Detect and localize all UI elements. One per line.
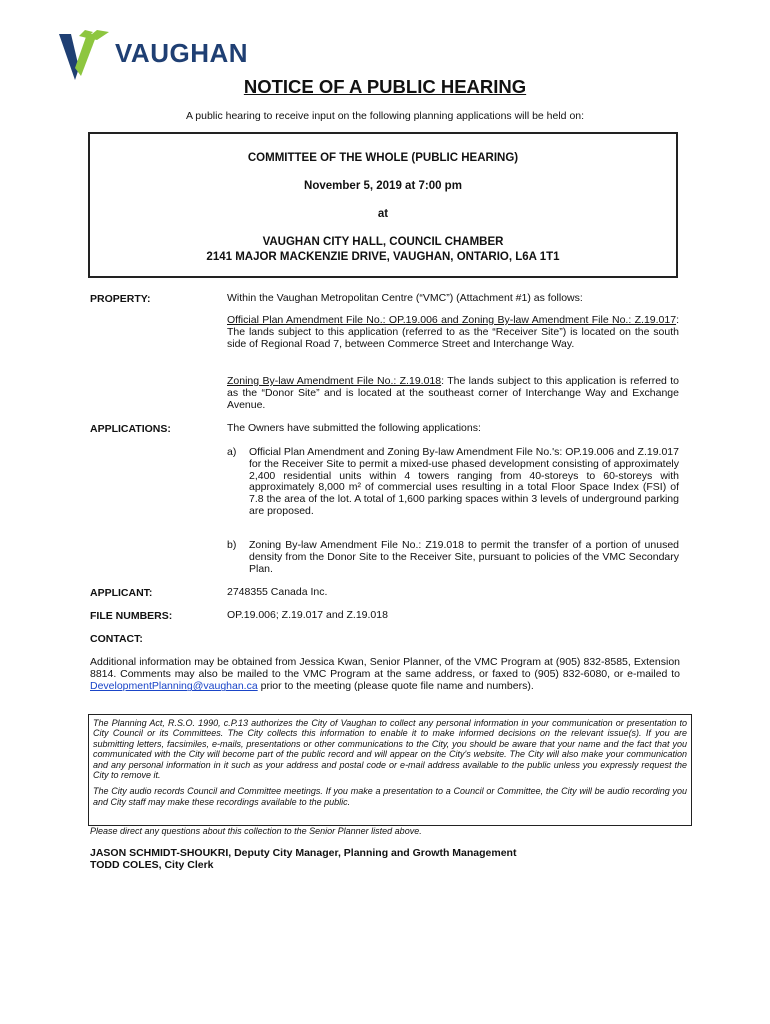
contact-email-link[interactable]: DevelopmentPlanning@vaughan.ca	[90, 680, 258, 693]
list-marker: b)	[227, 539, 237, 551]
donor-file-ref: Zoning By-law Amendment File No.: Z.19.018	[227, 375, 442, 387]
hearing-address: 2141 MAJOR MACKENZIE DRIVE, VAUGHAN, ONTARIO, L6A 1T1	[206, 251, 560, 263]
signoff	[90, 847, 516, 871]
privacy-paragraph-1: The Planning Act, R.S.O. 1990, c.P.13 authorizes the City of Vaughan to collect any personal information in your communication or presentation to City Council or its Committees. The City collects this information to enable it to make informed decisions on the relevant issue(s). If you are submitting letters, facsimiles, e-mails, presentations or other communications to the City, you should be aware that your name and the fact that you communicated with the City will become part of the public record and will appear on the City's website. The City will also make your communication and any personal information in it such as your address and postal code or e-mail address available to the public unless you expressly request the City to remove it.	[93, 718, 687, 781]
vaughan-leaf-logo-icon	[57, 28, 117, 80]
applicant-label: APPLICANT:	[90, 587, 153, 599]
contact-label: CONTACT:	[90, 633, 143, 645]
contact-text	[90, 656, 680, 693]
privacy-notice-box	[88, 714, 692, 826]
file-numbers-label: FILE NUMBERS:	[90, 610, 173, 622]
file-numbers-value: OP.19.006; Z.19.017 and Z.19.018	[227, 609, 388, 621]
hearing-venue: VAUGHAN CITY HALL, COUNCIL CHAMBER	[262, 236, 504, 248]
logo-wordmark: VAUGHAN	[115, 38, 249, 68]
list-marker: a)	[227, 446, 237, 458]
contact-text-after: prior to the meeting (please quote file name and numbers).	[257, 680, 534, 693]
applications-label: APPLICATIONS:	[90, 423, 171, 435]
signoff-line-1: JASON SCHMIDT-SHOUKRI, Deputy City Manager, Planning and Growth Management	[90, 847, 517, 859]
application-text: Official Plan Amendment and Zoning By-law Amendment File No.'s: OP.19.006 and Z.19.017 for the Receiver Site to permit a mixed-use phased development consisting of approximately 2,400 residential units within 4 towers ranging from 40-storeys to 60-storeys with approximately 8,000 m² of commercial uses resulting in a total Floor Space Index (FSI) of 7.8 the area of the lot. A total of 1,600 parking spaces within 3 levels of underground parking are proposed.	[249, 446, 679, 517]
committee-name: COMMITTEE OF THE WHOLE (PUBLIC HEARING)	[247, 152, 519, 164]
privacy-note: Please direct any questions about this collection to the Senior Planner listed above.	[90, 826, 422, 836]
donor-site-description	[227, 376, 679, 411]
application-item-a	[227, 447, 679, 518]
receiver-file-ref: Official Plan Amendment File No.: OP.19.006 and Zoning By-law Amendment File No.: Z.19.017	[227, 314, 677, 326]
property-label: PROPERTY:	[90, 293, 151, 305]
applications-intro: The Owners have submitted the following applications:	[227, 422, 481, 434]
page-title: NOTICE OF A PUBLIC HEARING	[243, 76, 527, 97]
privacy-paragraph-2: The City audio records Council and Committee meetings. If you make a presentation to a Council or Committee, the City will be audio recording you and City staff may make these recordings available to the public.	[93, 786, 687, 807]
hearing-details-box	[88, 132, 678, 278]
application-item-b	[227, 540, 679, 575]
receiver-text: : The lands subject to this application (referred to as the “Receiver Site”) is located on the south side of Regional Road 7, between Commerce Street and Interchange Way.	[227, 314, 679, 350]
hearing-date: November 5, 2019 at 7:00 pm	[304, 180, 462, 192]
contact-text-before: Additional information may be obtained from Jessica Kwan, Senior Planner, of the VMC Program at (905) 832-8585, Extension 8814. Comments may also be mailed to the VMC Program at the same address, or faxed to (905) 832-6080, or e-mailed to	[90, 656, 680, 681]
hearing-at: at	[377, 208, 389, 220]
application-text: Zoning By-law Amendment File No.: Z19.018 to permit the transfer of a portion of unused density from the Donor Site to the Receiver Site, pursuant to policies of the VMC Secondary Plan.	[249, 539, 679, 575]
applicant-value: 2748355 Canada Inc.	[227, 586, 328, 598]
donor-text: : The lands subject to this application is referred to as the “Donor Site” and is located at the southeast corner of Interchange Way and Exchange Avenue.	[227, 375, 679, 411]
vaughan-logo	[57, 28, 247, 80]
intro-text: A public hearing to receive input on the following planning applications will be held on:	[185, 110, 585, 122]
receiver-site-description	[227, 315, 679, 350]
signoff-line-2: TODD COLES, City Clerk	[90, 859, 214, 871]
property-intro: Within the Vaughan Metropolitan Centre (“VMC”) (Attachment #1) as follows:	[227, 292, 583, 304]
